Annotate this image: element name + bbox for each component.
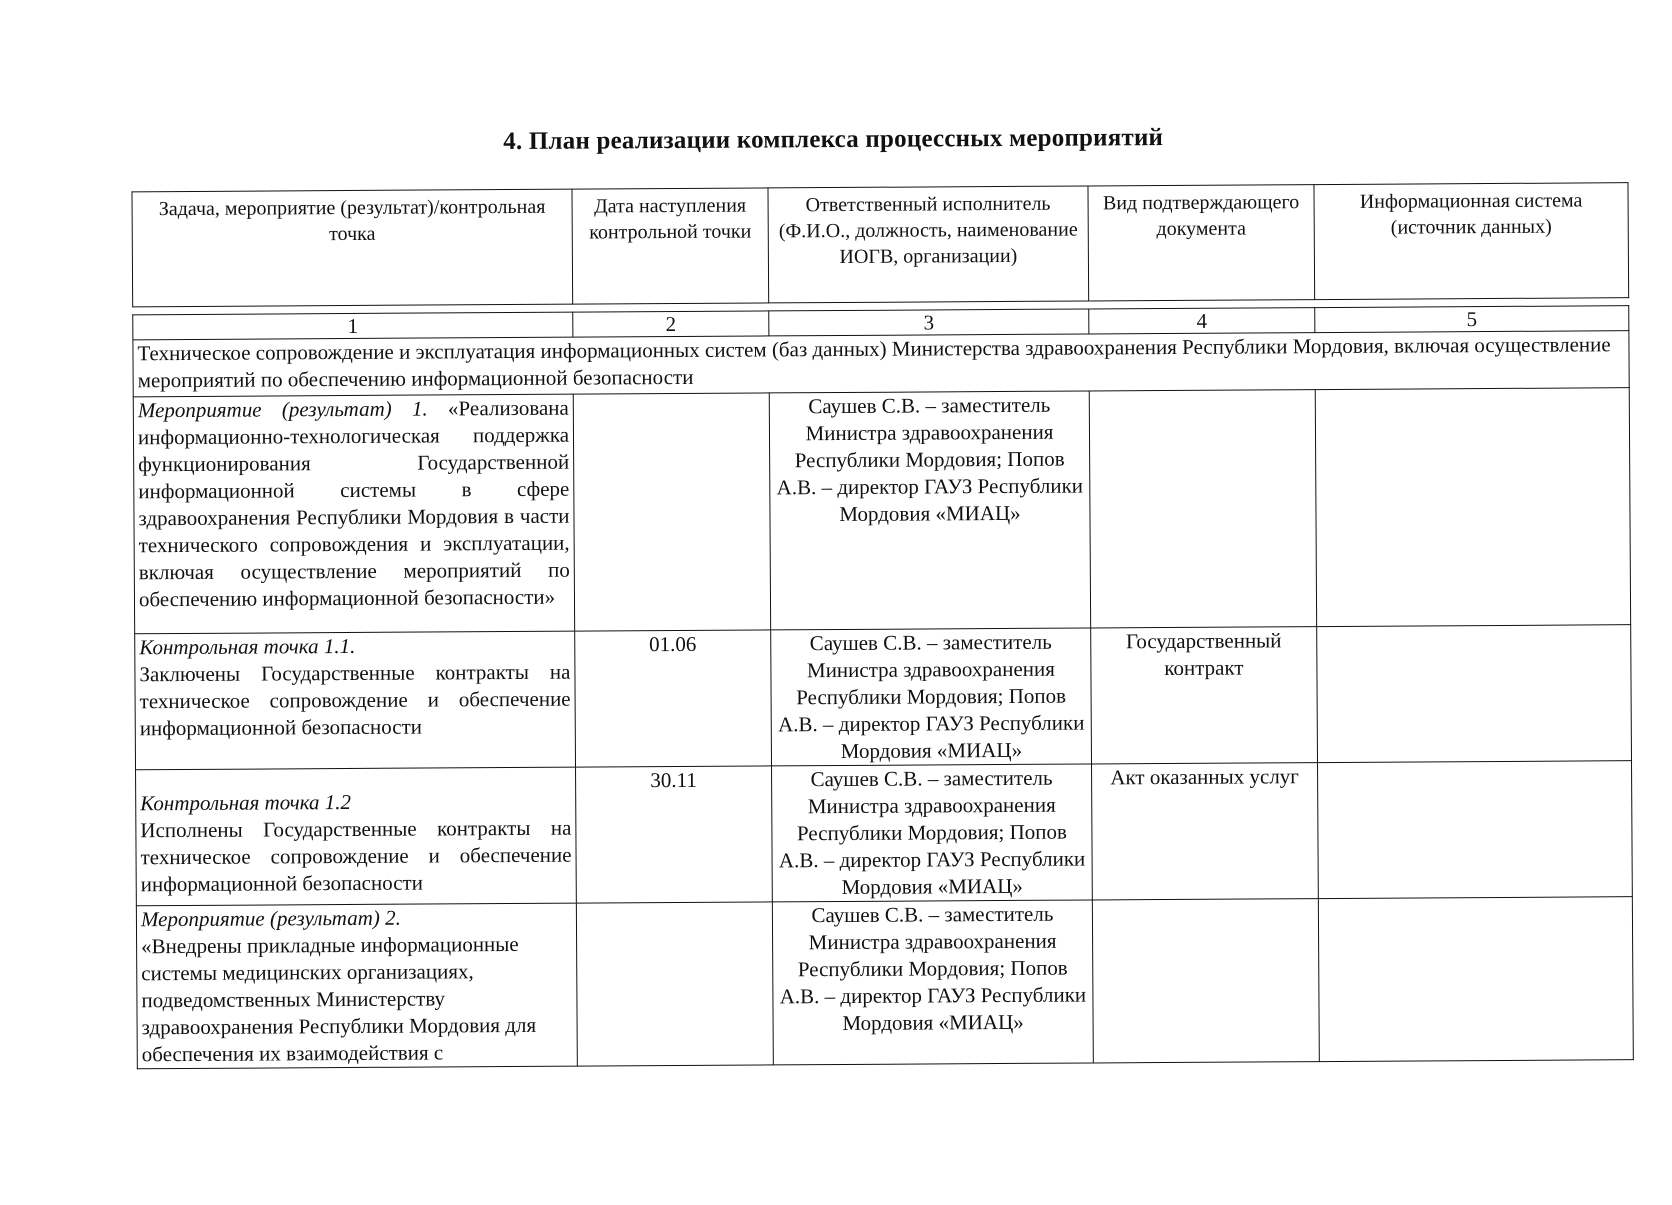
system-cell [1315,388,1630,627]
column-header-system: Информационная система (источник данных) [1314,183,1629,300]
column-number: 5 [1315,306,1629,333]
column-header-task: Задача, мероприятие (результат)/контрольная точка [132,189,573,307]
date-cell: 01.06 [575,630,772,767]
table-row [136,897,1633,1069]
table-row [133,388,1630,634]
page-title: 4. План реализации комплекса процессных мероприятий [503,124,1164,156]
column-number: 2 [573,311,769,337]
responsible-cell: Саушев С.В. – заместитель Министра здравоохранения Республики Мордовия; Попов А.В. – директор ГАУЗ Республики Мордовия «МИАЦ» [769,391,1090,630]
date-cell [576,902,773,1066]
task-text: Исполнены Государственные контракты на техническое сопровождение и обеспечение информационной безопасности [140,815,572,897]
task-cell [135,631,576,770]
column-header-date: Дата наступления контрольной точки [572,188,769,304]
document-cell [1089,390,1316,628]
task-label: Контрольная точка 1.1. [139,633,356,660]
task-text: Заключены Государственные контракты на техническое сопровождение и обеспечение информационной безопасности [139,659,571,741]
task-cell [136,903,577,1069]
column-number: 1 [133,312,573,340]
document-cell [1092,899,1319,1063]
plan-table [132,305,1634,1069]
system-cell [1318,761,1633,899]
task-label: Мероприятие (результат) 1. [137,396,428,423]
column-number: 3 [769,309,1089,336]
system-cell [1317,625,1632,763]
section-row [133,331,1629,397]
document-cell: Акт оказанных услуг [1092,763,1319,900]
column-header-responsible: Ответственный исполнитель (Ф.И.О., должность, наименование ИОГВ, организации) [768,186,1089,303]
table-header [131,182,1629,307]
task-cell [136,767,577,906]
task-text: «Реализована информационно-технологическая поддержка функционирования Государственной информационной системы в сфере здравоохранения Республики Мордовия в части технического сопровождения и эксплуатации, включая осуществление мероприятий по обеспечению информационной безопасности» [137,395,570,612]
table-row [136,761,1633,906]
date-cell [573,393,770,631]
column-header-document: Вид подтверждающего документа [1088,185,1315,301]
date-cell: 30.11 [576,766,773,903]
task-cell [133,394,574,634]
table-row [135,625,1632,770]
responsible-cell: Саушев С.В. – заместитель Министра здравоохранения Республики Мордовия; Попов А.В. – директор ГАУЗ Республики Мордовия «МИАЦ» [772,764,1093,902]
responsible-cell: Саушев С.В. – заместитель Министра здравоохранения Республики Мордовия; Попов А.В. – директор ГАУЗ Республики Мордовия «МИАЦ» [771,628,1092,766]
system-cell [1318,897,1633,1062]
task-text: «Внедрены прикладные информационные системы медицинских организациях, подведомственных Министерству здравоохранения Республики Мордовия для обеспечения их взаимодействия с [141,931,537,1067]
task-label: Мероприятие (результат) 2. [140,905,401,932]
column-number: 4 [1089,308,1315,334]
task-label: Контрольная точка 1.2 [140,789,352,816]
section-title: Техническое сопровождение и эксплуатация информационных систем (баз данных) Министерства здравоохранения Республики Мордовия, включая осуществление мероприятий по обеспечению информационной безопасности [133,331,1629,397]
responsible-cell: Саушев С.В. – заместитель Министра здравоохранения Республики Мордовия; Попов А.В. – директор ГАУЗ Республики Мордовия «МИАЦ» [772,900,1093,1065]
document-cell: Государственный контракт [1091,627,1318,764]
